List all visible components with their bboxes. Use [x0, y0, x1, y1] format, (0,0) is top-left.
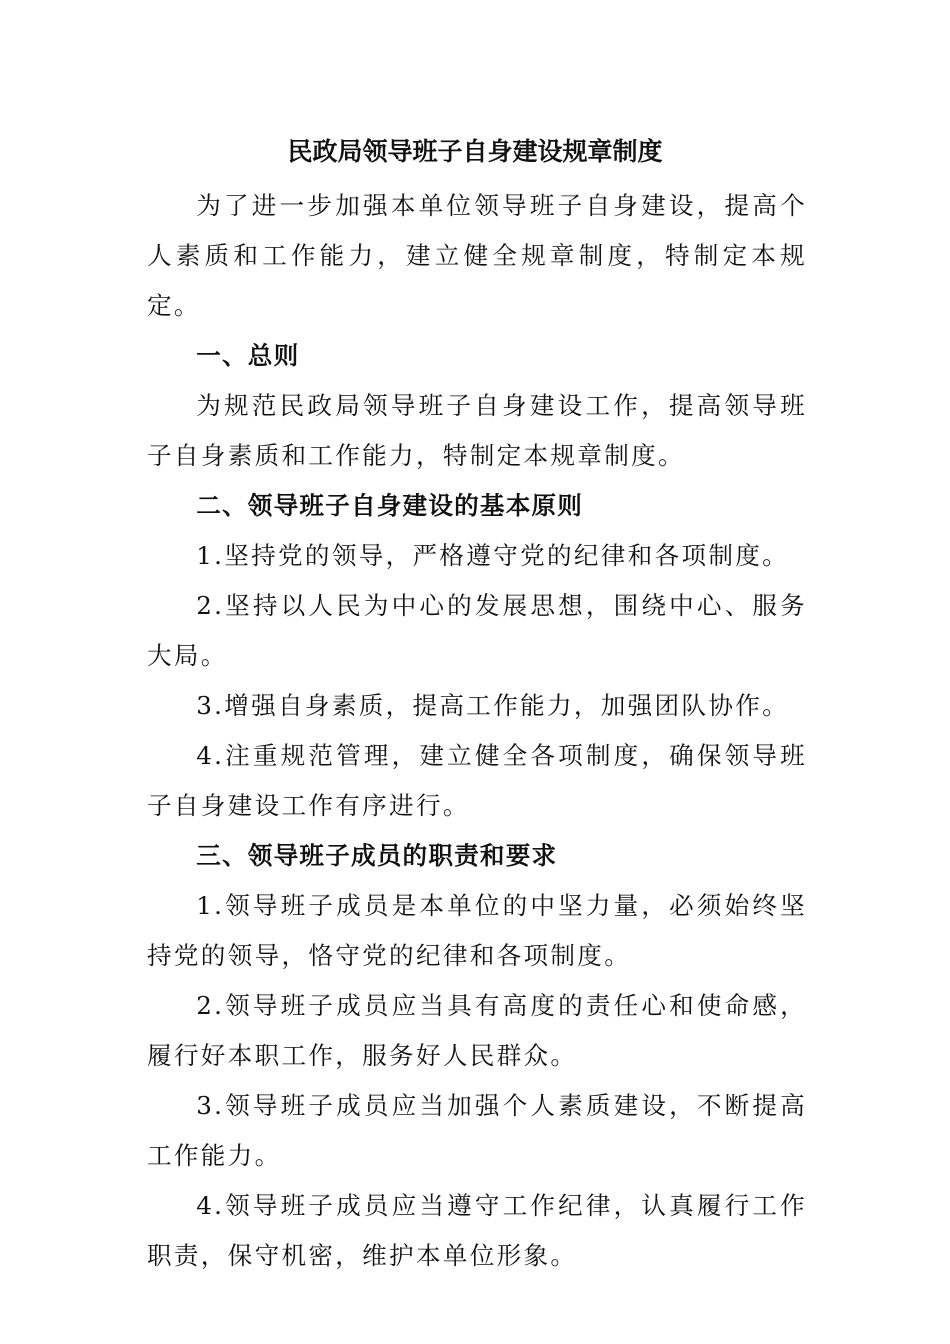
section-paragraph: 2.领导班子成员应当具有高度的责任心和使命感，履行好本职工作，服务好人民群众。: [147, 991, 807, 1070]
document-title: 民政局领导班子自身建设规章制度: [287, 137, 663, 166]
section-paragraph: 1.坚持党的领导，严格遵守党的纪律和各项制度。: [196, 541, 790, 570]
section-paragraph: 3.领导班子成员应当加强个人素质建设，不断提高工作能力。: [147, 1091, 807, 1170]
section-paragraph: 1.领导班子成员是本单位的中坚力量，必须始终坚持党的领导，恪守党的纪律和各项制度。: [147, 891, 807, 970]
section-heading-duties: 三、领导班子成员的职责和要求: [196, 841, 558, 870]
section-heading-principles: 二、领导班子自身建设的基本原则: [196, 491, 584, 520]
section-paragraph: 4.注重规范管理，建立健全各项制度，确保领导班子自身建设工作有序进行。: [147, 741, 807, 820]
section-paragraph: 4.领导班子成员应当遵守工作纪律，认真履行工作职责，保守机密，维护本单位形象。: [147, 1191, 807, 1270]
section-heading-general: 一、总则: [196, 341, 300, 370]
intro-paragraph: 为了进一步加强本单位领导班子自身建设，提高个人素质和工作能力，建立健全规章制度，特制定本规定。: [147, 191, 807, 320]
section-paragraph: 3.增强自身素质，提高工作能力，加强团队协作。: [196, 691, 790, 720]
document-body: [147, 181, 807, 1281]
section-paragraph: 为规范民政局领导班子自身建设工作，提高领导班子自身素质和工作能力，特制定本规章制度。: [147, 391, 807, 470]
section-paragraph: 2.坚持以人民为中心的发展思想，围绕中心、服务大局。: [147, 591, 807, 670]
